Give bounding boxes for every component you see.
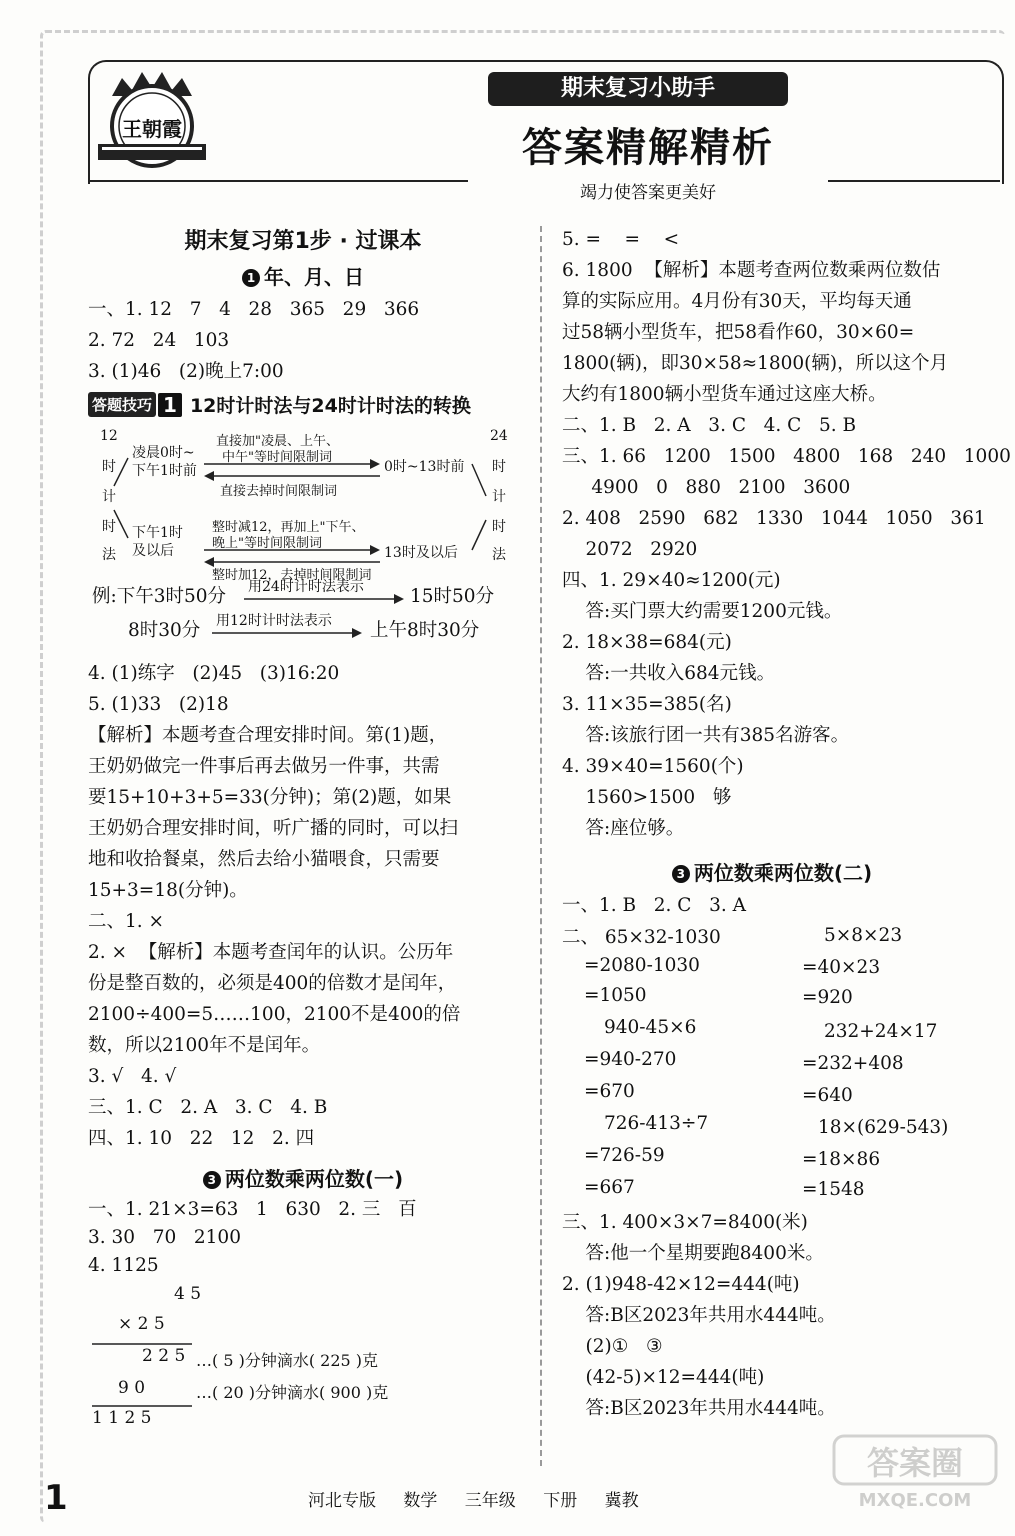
calc-step: 232+24×17	[824, 1021, 938, 1042]
answer-line: 2072 2920	[562, 539, 698, 560]
example-row-2	[88, 614, 518, 648]
answer-line: 答:座位够。	[562, 818, 685, 839]
calc-step: =940-270	[584, 1049, 677, 1070]
answer-line: 三、1. 66 1200 1500 4800 168 240 1000	[562, 446, 1011, 467]
example-arrow	[244, 594, 404, 604]
answer-line: 2. (1)948-42×12=444(吨)	[562, 1274, 800, 1295]
answer-line: 三、1. C 2. A 3. C 4. B	[88, 1097, 328, 1118]
helper-badge: 期末复习小助手	[488, 72, 788, 106]
vm-row: 4 5	[174, 1284, 202, 1304]
answer-line: 2. 408 2590 682 1330 1044 1050 361	[562, 508, 986, 529]
answer-line: 2. 72 24 103	[88, 330, 230, 351]
answer-line: 一、1. B 2. C 3. A	[562, 895, 746, 916]
diagram-label: 计	[102, 489, 116, 505]
vm-note: …( 5 )分钟滴水( 225 )克	[196, 1351, 379, 1370]
tip-heading	[88, 391, 518, 418]
diagram-label: 12	[100, 428, 118, 444]
answer-line: 答:一共收入684元钱。	[562, 663, 776, 684]
tip-title: 12时计时法与24时计时法的转换	[189, 395, 471, 417]
diagram-label: 时	[492, 519, 506, 535]
answer-line: 4900 0 880 2100 3600	[562, 477, 851, 498]
unit-title: 两位数乘两位数(一)	[224, 1167, 404, 1191]
diagram-label: 晚上"等时间限制词	[212, 536, 322, 551]
explanation-line: 算的实际应用。4月份有30天，平均每天通	[562, 291, 912, 312]
calc-step: =670	[584, 1081, 635, 1102]
answer-line: 4. 1125	[88, 1255, 159, 1276]
calc-step: =920	[802, 987, 853, 1008]
answer-line: 三、1. 400×3×7=8400(米)	[562, 1212, 808, 1233]
watermark-text: 答案圈	[866, 1444, 964, 1482]
answer-line: 5. = = <	[562, 229, 680, 250]
calc-step: 18×(629-543)	[818, 1117, 949, 1138]
answer-line: 4. 39×40=1560(个)	[562, 756, 744, 777]
page-title: 答案精解精析	[522, 125, 774, 171]
answer-line: 二、1. ×	[88, 911, 165, 932]
diagram-label: 凌晨0时~	[132, 445, 195, 461]
calc-step: 二、 65×32-1030	[562, 927, 721, 948]
answer-line: 答:B区2023年共用水444吨。	[562, 1305, 836, 1326]
slogan: 竭力使答案更美好	[468, 178, 828, 203]
calc-step: =18×86	[802, 1149, 881, 1170]
diagram-label: 时	[102, 459, 116, 475]
brand-logo	[92, 66, 212, 174]
answer-line: 一、1. 12 7 4 28 365 29 366	[88, 299, 420, 320]
answer-line: (42-5)×12=444(吨)	[562, 1367, 765, 1388]
vm-note: …( 20 )分钟滴水( 900 )克	[196, 1383, 389, 1402]
explanation-line: 王奶奶合理安排时间，听广播的同时，可以扫	[88, 818, 459, 839]
unit-heading-3b	[562, 856, 982, 890]
vm-row: 2 2 5	[142, 1346, 186, 1366]
diagram-label: 整时减12，再加上"下午、	[212, 520, 365, 535]
explanation-line: 【解析】本题考查合理安排时间。第(1)题，	[88, 725, 448, 746]
right-column	[562, 224, 1011, 1424]
column-divider	[540, 226, 542, 1466]
vm-row: 1 1 2 5	[92, 1408, 152, 1428]
answer-line: 一、1. 21×3=63 1 630 2. 三 百	[88, 1199, 417, 1220]
unit-heading-1	[88, 260, 518, 294]
unit-title: 年、月、日	[264, 265, 364, 289]
example-arrow	[212, 628, 362, 638]
calc-step: =640	[802, 1085, 853, 1106]
left-column	[88, 224, 518, 1430]
answer-line: 2. 18×38=684(元)	[562, 632, 732, 653]
watermark-logo	[830, 1432, 1000, 1512]
explanation-line: 地和收拾餐桌，然后去给小猫喂食，只需要	[88, 849, 440, 870]
calc-step: =2080-1030	[584, 955, 700, 976]
edition-info: 河北专版 数学 三年级 下册 冀教	[308, 1491, 639, 1511]
example-to: 上午8时30分	[370, 620, 480, 641]
answer-line: 四、1. 10 22 12 2. 四	[88, 1128, 315, 1149]
vm-row: 9 0	[118, 1378, 146, 1398]
answer-line: 3. 11×35=385(名)	[562, 694, 732, 715]
explanation-line: 1800(辆)，即30×58≈1800(辆)，所以这个月	[562, 353, 949, 374]
diagram-label: 计	[492, 489, 506, 505]
answer-line: 3. √ 4. √	[88, 1066, 177, 1087]
explanation-line: 要15+10+3+5=33(分钟)；第(2)题，如果	[88, 787, 452, 808]
explanation-line: 6. 1800 【解析】本题考查两位数乘两位数估	[562, 260, 941, 281]
explanation-line: 过58辆小型货车，把58看作60，30×60=	[562, 322, 915, 343]
example-from: 8时30分	[128, 620, 201, 641]
calc-step: =726-59	[584, 1145, 665, 1166]
diagram-label: 直接去掉时间限制词	[220, 484, 338, 499]
answer-line: (2)① ③	[562, 1336, 663, 1357]
diagram-label: 整时加12，去掉时间限制词	[212, 568, 372, 583]
vertical-multiplication	[88, 1280, 518, 1430]
vm-row: × 2 5	[118, 1314, 165, 1334]
example-arrow-label: 用12时计时法表示	[216, 613, 332, 629]
answer-line: 答:买门票大约需要1200元钱。	[562, 601, 843, 622]
explanation-line: 王奶奶做完一件事后再去做另一件事，共需	[88, 756, 440, 777]
unit-heading-3a	[88, 1162, 518, 1196]
page-header	[88, 60, 1000, 203]
explanation-line: 2100÷400=5……100，2100不是400的倍	[88, 1004, 461, 1025]
unit-number-badge: 3	[203, 1171, 221, 1189]
diagram-label: 下午1时	[132, 525, 183, 541]
example-to: 15时50分	[410, 586, 495, 607]
answer-line: 二、1. B 2. A 3. C 4. C 5. B	[562, 415, 857, 436]
example-arrow-label: 用24时计时法表示	[248, 579, 364, 595]
diagram-label: 0时~13时前	[384, 459, 465, 475]
mixed-operations	[562, 921, 982, 1207]
diagram-label: 下午1时前	[132, 463, 197, 479]
answer-line: 答:B区2023年共用水444吨。	[562, 1398, 836, 1419]
page-number: 1	[44, 1478, 68, 1518]
calc-step: =232+408	[802, 1053, 904, 1074]
calc-step: =1050	[584, 985, 647, 1006]
answer-line: 答:他一个星期要跑8400米。	[562, 1243, 824, 1264]
explanation-line: 大约有1800辆小型货车通过这座大桥。	[562, 384, 887, 405]
calc-step: 5×8×23	[824, 925, 903, 946]
diagram-label: 直接加"凌晨、上午、	[216, 434, 339, 449]
unit-number-badge: 3	[672, 865, 690, 883]
diagram-label: 13时及以后	[384, 545, 458, 561]
answer-line: 5. (1)33 (2)18	[88, 694, 229, 715]
answer-line: 1560>1500 够	[562, 787, 732, 808]
tip-number: 1	[158, 393, 182, 417]
example-from: 例:下午3时50分	[92, 586, 227, 607]
unit-title: 两位数乘两位数(二)	[693, 861, 873, 885]
explanation-line: 2. × 【解析】本题考查闰年的认识。公历年	[88, 942, 454, 963]
diagram-label: 及以后	[132, 543, 174, 559]
calc-step: =40×23	[802, 957, 881, 978]
logo-text: 王朝霞	[122, 117, 182, 141]
calc-step: =1548	[802, 1179, 865, 1200]
answer-line: 3. 30 70 2100	[88, 1227, 241, 1248]
diagram-label: 法	[492, 547, 506, 563]
explanation-line: 15+3=18(分钟)。	[88, 880, 248, 901]
explanation-line: 份是整百数的，必须是400的倍数才是闰年，	[88, 973, 457, 994]
diagram-label: 法	[102, 547, 116, 563]
diagram-label: 24	[490, 428, 508, 444]
time-conversion-diagram	[88, 424, 518, 583]
answer-line: 4. (1)练字 (2)45 (3)16:20	[88, 663, 340, 684]
diagram-label: 时	[102, 519, 116, 535]
diagram-label: 时	[492, 459, 506, 475]
calc-step: 726-413÷7	[604, 1113, 709, 1134]
calc-step: 940-45×6	[604, 1017, 697, 1038]
diagram-label: 中午"等时间限制词	[222, 450, 332, 465]
calc-step: =667	[584, 1177, 635, 1198]
unit-number-badge: 1	[242, 269, 260, 287]
answer-line: 3. (1)46 (2)晚上7:00	[88, 361, 284, 382]
explanation-line: 数，所以2100年不是闰年。	[88, 1035, 321, 1056]
tip-badge: 答题技巧	[88, 392, 156, 417]
answer-line: 四、1. 29×40≈1200(元)	[562, 570, 781, 591]
section-title: 期末复习第1步 · 过课本	[184, 229, 422, 254]
watermark-url: MXQE.COM	[858, 1490, 972, 1511]
answer-line: 答:该旅行团一共有385名游客。	[562, 725, 850, 746]
